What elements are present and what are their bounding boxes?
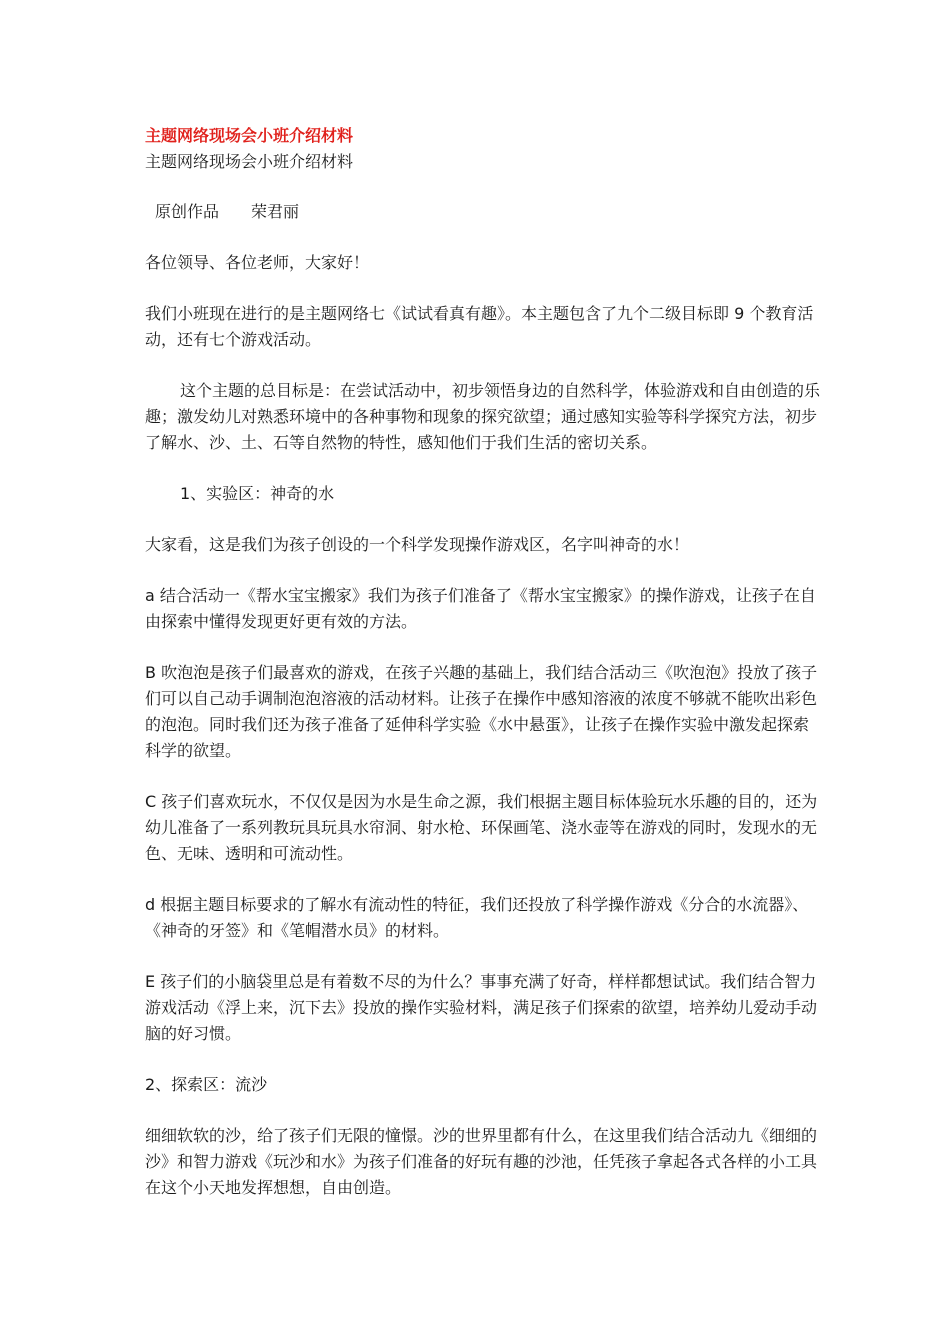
paragraph-item-d: d 根据主题目标要求的了解水有流动性的特征，我们还投放了科学操作游戏《分合的水流器》、《神奇的牙签》和《笔帽潜水员》的材料。: [145, 895, 809, 940]
greeting: 各位领导、各位老师，大家好！: [145, 253, 370, 272]
author-line: 原创作品 荣君丽: [155, 202, 300, 221]
paragraph-intro: 我们小班现在进行的是主题网络七《试试看真有趣》。本主题包含了九个二级目标即 9 个教育活动，还有七个游戏活动。: [145, 304, 814, 349]
paragraph-item-a: a 结合活动一《帮水宝宝搬家》我们为孩子们准备了《帮水宝宝搬家》的操作游戏，让孩子在自由探索中懂得发现更好更有效的方法。: [145, 586, 816, 631]
paragraph-goal: 这个主题的总目标是：在尝试活动中，初步领悟身边的自然科学，体验游戏和自由创造的乐趣；激发幼儿对熟悉环境中的各种事物和现象的探究欲望；通过感知实验等科学探究方法，初步了解水、沙、土、石等自然物的特性，感知他们于我们生活的密切关系。: [145, 381, 821, 452]
section-heading-water: 1、实验区：神奇的水: [180, 484, 335, 503]
paragraph-item-c: C 孩子们喜欢玩水，不仅仅是因为水是生命之源，我们根据主题目标体验玩水乐趣的目的，还为幼儿准备了一系列教玩具玩具水帘洞、射水枪、环保画笔、浇水壶等在游戏的同时，发现水的无色、无味、透明和可流动性。: [145, 792, 818, 863]
section-heading-sand: 2、探索区：流沙: [145, 1075, 268, 1094]
paragraph-sand: 细细软软的沙，给了孩子们无限的憧憬。沙的世界里都有什么，在这里我们结合活动九《细细的沙》和智力游戏《玩沙和水》为孩子们准备的好玩有趣的沙池，任凭孩子拿起各式各样的小工具在这个小天地发挥想想，自由创造。: [145, 1126, 818, 1197]
paragraph-item-b: B 吹泡泡是孩子们最喜欢的游戏，在孩子兴趣的基础上，我们结合活动三《吹泡泡》投放了孩子们可以自己动手调制泡泡溶液的活动材料。让孩子在操作中感知溶液的浓度不够就不能吹出彩色的泡泡。同时我们还为孩子准备了延伸科学实验《水中悬蛋》，让孩子在操作实验中激发起探索科学的欲望。: [145, 663, 818, 760]
document-body: [145, 123, 820, 1201]
paragraph-item-e: E 孩子们的小脑袋里总是有着数不尽的为什么？事事充满了好奇，样样都想试试。我们结合智力游戏活动《浮上来，沉下去》投放的操作实验材料，满足孩子们探索的欲望，培养幼儿爱动手动脑的好习惯。: [145, 972, 818, 1043]
document-title: 主题网络现场会小班介绍材料: [145, 126, 354, 145]
document-subtitle: 主题网络现场会小班介绍材料: [145, 152, 354, 171]
paragraph-water-intro: 大家看，这是我们为孩子创设的一个科学发现操作游戏区，名字叫神奇的水！: [145, 535, 690, 554]
